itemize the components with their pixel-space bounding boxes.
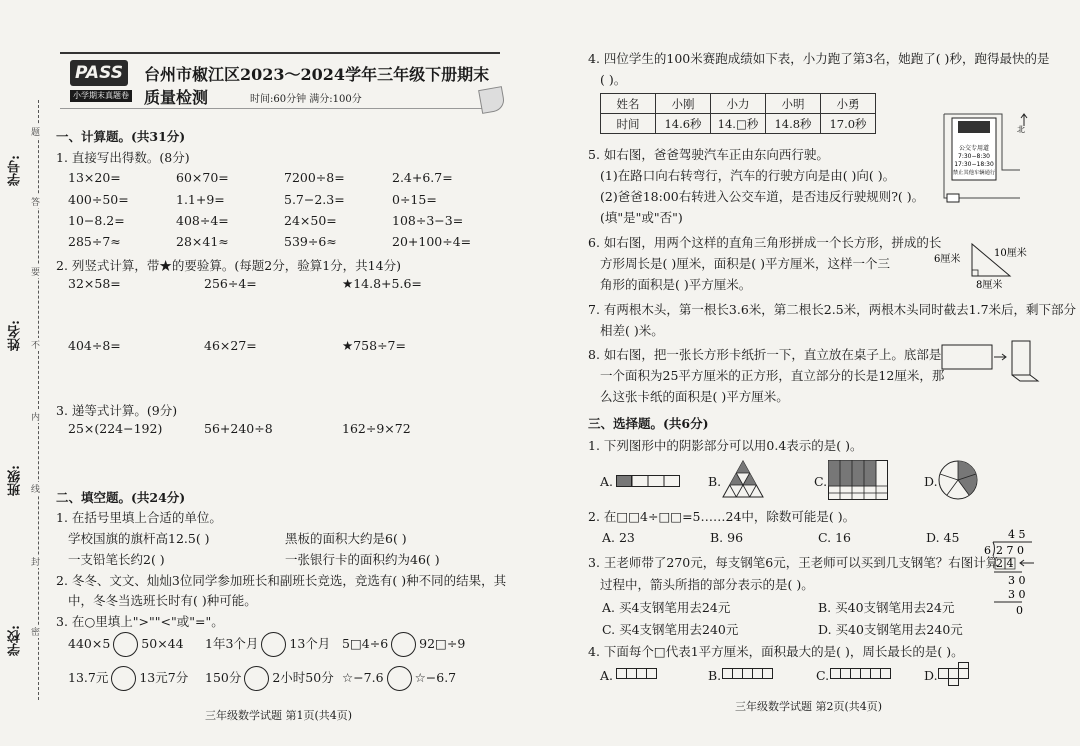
choice-q2-option[interactable]: B. 96 xyxy=(710,530,744,545)
binding-label-class: 班级: xyxy=(8,465,23,496)
fill-q1-item: 学校国旗的旗杆高12.5( ) xyxy=(68,531,210,546)
folded-card-shape xyxy=(1012,341,1038,381)
triangle-side-label: 6厘米 xyxy=(934,254,961,265)
vertical-calc: 46×27= xyxy=(204,338,257,353)
compare-item xyxy=(205,632,330,657)
right-triangle-figure xyxy=(932,238,1037,290)
subtract2-digits: 3 0 xyxy=(1008,588,1026,601)
choice-q4-option-a-figure xyxy=(616,668,658,680)
choice-q1-option-a-label[interactable]: A. xyxy=(600,474,614,489)
choice-q1-option-d-figure xyxy=(938,460,978,500)
divisor-digit: 6 xyxy=(984,544,991,557)
choice-q3-option[interactable]: A. 买4支钢笔用去24元 xyxy=(602,600,731,615)
calc-q3-title: 3. 递等式计算。(9分) xyxy=(56,403,178,418)
folded-card-figure xyxy=(940,335,1040,385)
choice-q2-option[interactable]: D. 45 xyxy=(926,530,960,545)
oral-calc: 108÷3−3= xyxy=(392,213,464,228)
compare-item xyxy=(342,666,456,691)
compare-item xyxy=(342,632,465,657)
fill-q4-line2: ( )。 xyxy=(600,72,627,87)
calc-q1-title: 1. 直接写出得数。(8分) xyxy=(56,150,190,165)
table-cell: 17.0秒 xyxy=(821,114,876,134)
compare-right: 92□÷9 xyxy=(419,636,466,651)
compare-left: ☆−7.6 xyxy=(342,670,384,685)
fill-q2-line1: 2. 冬冬、文文、灿灿3位同学参加班长和副班长竞选，竞选有( )种不同的结果，其 xyxy=(56,573,507,588)
vertical-calc: 256÷4= xyxy=(204,276,257,291)
pass-logo-subtitle: 小学期末真题卷 xyxy=(70,90,132,102)
page2-footer: 三年级数学试题 第2页(共4页) xyxy=(735,700,883,713)
choice-q3-option[interactable]: D. 买40支钢笔用去240元 xyxy=(818,622,963,637)
oral-calc: 2.4+6.7= xyxy=(392,170,453,185)
choice-q3-line1: 3. 王老师带了270元，每支钢笔6元，王老师可以买到几支钢笔？右图计算 xyxy=(588,555,999,570)
step-calc: 162÷9×72 xyxy=(342,421,411,436)
choice-q3-option[interactable]: C. 买4支钢笔用去240元 xyxy=(602,622,739,637)
compare-left: 150分 xyxy=(205,670,242,685)
page-curl-decoration xyxy=(478,86,506,114)
choice-q2-option[interactable]: A. 23 xyxy=(602,530,635,545)
choice-q4-option-c-figure xyxy=(830,668,894,680)
oral-calc: 1.1+9= xyxy=(176,192,225,207)
oral-calc: 539÷6≈ xyxy=(284,234,337,249)
choice-q2-title: 2. 在□□4÷□□=5……24中，除数可能是( )。 xyxy=(588,509,856,524)
compare-circle[interactable] xyxy=(244,666,269,691)
oral-calc: 0÷15= xyxy=(392,192,437,207)
fill-q7-line2: 相差( )米。 xyxy=(600,323,664,338)
compare-circle[interactable] xyxy=(111,666,136,691)
table-row xyxy=(601,114,876,134)
binding-line xyxy=(38,100,39,700)
section-choice-title: 三、选择题。(共6分) xyxy=(588,416,709,431)
binding-strip xyxy=(0,0,50,746)
vertical-calc: 32×58= xyxy=(68,276,121,291)
remainder1-digits: 3 0 xyxy=(1008,574,1026,587)
binding-label-student-id: 学号: xyxy=(8,155,23,186)
exam-title: 台州市椒江区2023～2024学年三年级下册期末质量检测 xyxy=(144,65,490,107)
fill-q1-title: 1. 在括号里填上合适的单位。 xyxy=(56,510,222,525)
table-cell: 14.□秒 xyxy=(711,114,766,134)
car-icon xyxy=(947,194,959,202)
table-cell: 时间 xyxy=(601,114,656,134)
compare-item xyxy=(68,666,188,691)
table-row xyxy=(601,94,876,114)
binding-deco: 答 xyxy=(31,195,40,208)
oral-calc: 285÷7≈ xyxy=(68,234,121,249)
binding-deco: 密 xyxy=(31,625,40,638)
race-times-table xyxy=(600,93,876,134)
fill-q2-line2: 中，冬冬当选班长时有( )种可能。 xyxy=(68,593,257,608)
fill-q8-line1: 8. 如右图，把一张长方形卡纸折一下，直立放在桌子上。底部是 xyxy=(588,347,942,362)
flat-card-shape xyxy=(942,345,992,369)
compare-circle[interactable] xyxy=(261,632,286,657)
fill-q5-hint: (填"是"或"否") xyxy=(600,210,683,225)
oral-calc: 24×50= xyxy=(284,213,337,228)
oral-calc: 400÷50= xyxy=(68,192,129,207)
vertical-calc: 404÷8= xyxy=(68,338,121,353)
choice-q1-option-a-figure xyxy=(616,475,680,487)
dividend-digits: 2 7 0 xyxy=(996,544,1024,557)
choice-q1-option-c-label[interactable]: C. xyxy=(814,474,828,489)
fill-q1-item: 一张银行卡的面积约为46( ) xyxy=(285,552,440,567)
table-cell: 14.8秒 xyxy=(766,114,821,134)
sign-text: 禁止其他车辆通行 xyxy=(952,170,996,176)
binding-label-school: 学校: xyxy=(8,625,23,656)
fill-q6-line3: 角形的面积是( )平方厘米。 xyxy=(600,277,752,292)
table-cell: 小勇 xyxy=(821,94,876,114)
section-fill-title: 二、填空题。(共24分) xyxy=(56,490,186,505)
binding-label-name: 姓名: xyxy=(8,320,23,351)
choice-q4-option-d-figure xyxy=(938,662,978,686)
choice-q1-option-b-figure xyxy=(722,460,764,498)
sign-text: 17:30−18:30 xyxy=(954,161,994,168)
compare-circle[interactable] xyxy=(113,632,138,657)
fill-q6-line2: 方形周长是( )厘米，面积是( )平方厘米，这样一个三 xyxy=(600,256,890,271)
compare-circle[interactable] xyxy=(387,666,412,691)
table-cell: 14.6秒 xyxy=(656,114,711,134)
choice-q3-line2: 过程中，箭头所指的部分表示的是( )。 xyxy=(600,577,814,592)
compare-right: ☆−6.7 xyxy=(414,670,457,685)
binding-deco: 线 xyxy=(31,482,40,495)
compare-item xyxy=(205,666,334,691)
sign-text: 7:30−8:30 xyxy=(958,153,990,160)
subtract1-digits: 2 4 xyxy=(996,557,1014,570)
oral-calc: 408÷4= xyxy=(176,213,229,228)
choice-q4-option-b-label[interactable]: B. xyxy=(708,668,722,683)
compare-item xyxy=(68,632,184,657)
compare-right: 13元7分 xyxy=(139,670,189,685)
north-label: 北 xyxy=(1017,125,1025,134)
choice-q2-option[interactable]: C. 16 xyxy=(818,530,851,545)
triangle-side-label: 8厘米 xyxy=(976,280,1003,290)
binding-deco: 封 xyxy=(31,555,40,568)
binding-deco: 内 xyxy=(31,410,40,423)
triangle-side-label: 10厘米 xyxy=(994,248,1027,259)
oral-calc: 20+100÷4= xyxy=(392,234,472,249)
fill-q6-line1: 6. 如右图，用两个这样的直角三角形拼成一个长方形，拼成的长 xyxy=(588,235,942,250)
pass-logo: PASS xyxy=(70,60,128,86)
compare-left: 5□4÷6 xyxy=(342,636,389,651)
section-calculation-title: 一、计算题。(共31分) xyxy=(56,129,186,144)
compare-right: 50×44 xyxy=(141,636,184,651)
choice-q1-option-b-label[interactable]: B. xyxy=(708,474,722,489)
fill-q1-item: 一支铅笔长约2( ) xyxy=(68,552,165,567)
sign-text: 公交专用道 xyxy=(958,145,990,152)
fill-q7-line1: 7. 有两根木头，第一根长3.6米，第二根长2.5米，两根木头同时截去1.7米后，剩下部分 xyxy=(588,302,1077,317)
bus-lane-figure xyxy=(932,110,1032,212)
choice-q4-option-c-label[interactable]: C. xyxy=(816,668,830,683)
fill-q5-part1: (1)在路口向右转弯行，汽车的行驶方向是由( )向( )。 xyxy=(600,168,896,183)
quotient-digits: 4 5 xyxy=(1008,528,1026,541)
fill-q1-item: 黑板的面积大约是6( ) xyxy=(285,531,407,546)
right-angle-mark xyxy=(972,270,978,276)
compare-right: 2小时50分 xyxy=(272,670,334,685)
binding-deco: 要 xyxy=(31,265,40,278)
fill-q3-title: 3. 在○里填上">""<"或"="。 xyxy=(56,614,224,629)
step-calc: 56+240÷8 xyxy=(204,421,273,436)
fill-q5-title: 5. 如右图，爸爸驾驶汽车正由东向西行驶。 xyxy=(588,147,829,162)
table-cell: 小力 xyxy=(711,94,766,114)
oral-calc: 60×70= xyxy=(176,170,229,185)
oral-calc: 5.7−2.3= xyxy=(284,192,345,207)
compare-right: 13个月 xyxy=(289,636,331,651)
oral-calc: 13×20= xyxy=(68,170,121,185)
compare-circle[interactable] xyxy=(391,632,416,657)
choice-q4-option-d-label[interactable]: D. xyxy=(924,668,938,683)
choice-q4-option-b-figure xyxy=(722,668,782,680)
oral-calc: 7200÷8= xyxy=(284,170,345,185)
exam-time-score: 时间:60分钟 满分:100分 xyxy=(250,94,362,105)
step-calc: 25×(224−192) xyxy=(68,421,163,436)
oral-calc: 10−8.2= xyxy=(68,213,125,228)
choice-q3-option[interactable]: B. 买40支钢笔用去24元 xyxy=(818,600,955,615)
choice-q4-option-a-label[interactable]: A. xyxy=(600,668,614,683)
choice-q1-option-c-figure xyxy=(828,460,888,500)
compare-left: 1年3个月 xyxy=(205,636,259,651)
choice-q4-title: 4. 下面每个□代表1平方厘米，面积最大的是( )，周长最长的是( )。 xyxy=(588,644,964,659)
table-cell: 小刚 xyxy=(656,94,711,114)
table-cell: 姓名 xyxy=(601,94,656,114)
calc-q2-title: 2. 列竖式计算，带★的要验算。(每题2分，验算1分，共14分) xyxy=(56,258,401,273)
page1-footer: 三年级数学试题 第1页(共4页) xyxy=(205,709,353,722)
fill-q5-part2: (2)爸爸18:00右转进入公交车道，是否违反行驶规则?( )。 xyxy=(600,189,925,204)
long-division-figure xyxy=(982,526,1042,618)
fill-q8-line3: 么这张卡纸的面积是( )平方厘米。 xyxy=(600,389,789,404)
vertical-calc: ★758÷7= xyxy=(342,338,406,353)
oral-calc: 28×41≈ xyxy=(176,234,229,249)
binding-deco: 不 xyxy=(31,338,40,351)
compare-left: 440×5 xyxy=(68,636,111,651)
vertical-calc: ★14.8+5.6= xyxy=(342,276,422,291)
choice-q1-title: 1. 下列图形中的阴影部分可以用0.4表示的是( )。 xyxy=(588,438,863,453)
table-cell: 小明 xyxy=(766,94,821,114)
fill-q8-line2: 一个面积为25平方厘米的正方形，直立部分的长是12厘米，那 xyxy=(600,368,945,383)
compare-left: 13.7元 xyxy=(68,670,109,685)
bus-icon xyxy=(958,121,990,133)
choice-q1-option-d-label[interactable]: D. xyxy=(924,474,938,489)
fill-q4-line1: 4. 四位学生的100米赛跑成绩如下表，小力跑了第3名，她跑了( )秒，跑得最快的是 xyxy=(588,51,1050,66)
binding-deco: 题 xyxy=(31,125,40,138)
remainder2-digit: 0 xyxy=(1016,604,1023,617)
exam-header xyxy=(60,52,500,106)
